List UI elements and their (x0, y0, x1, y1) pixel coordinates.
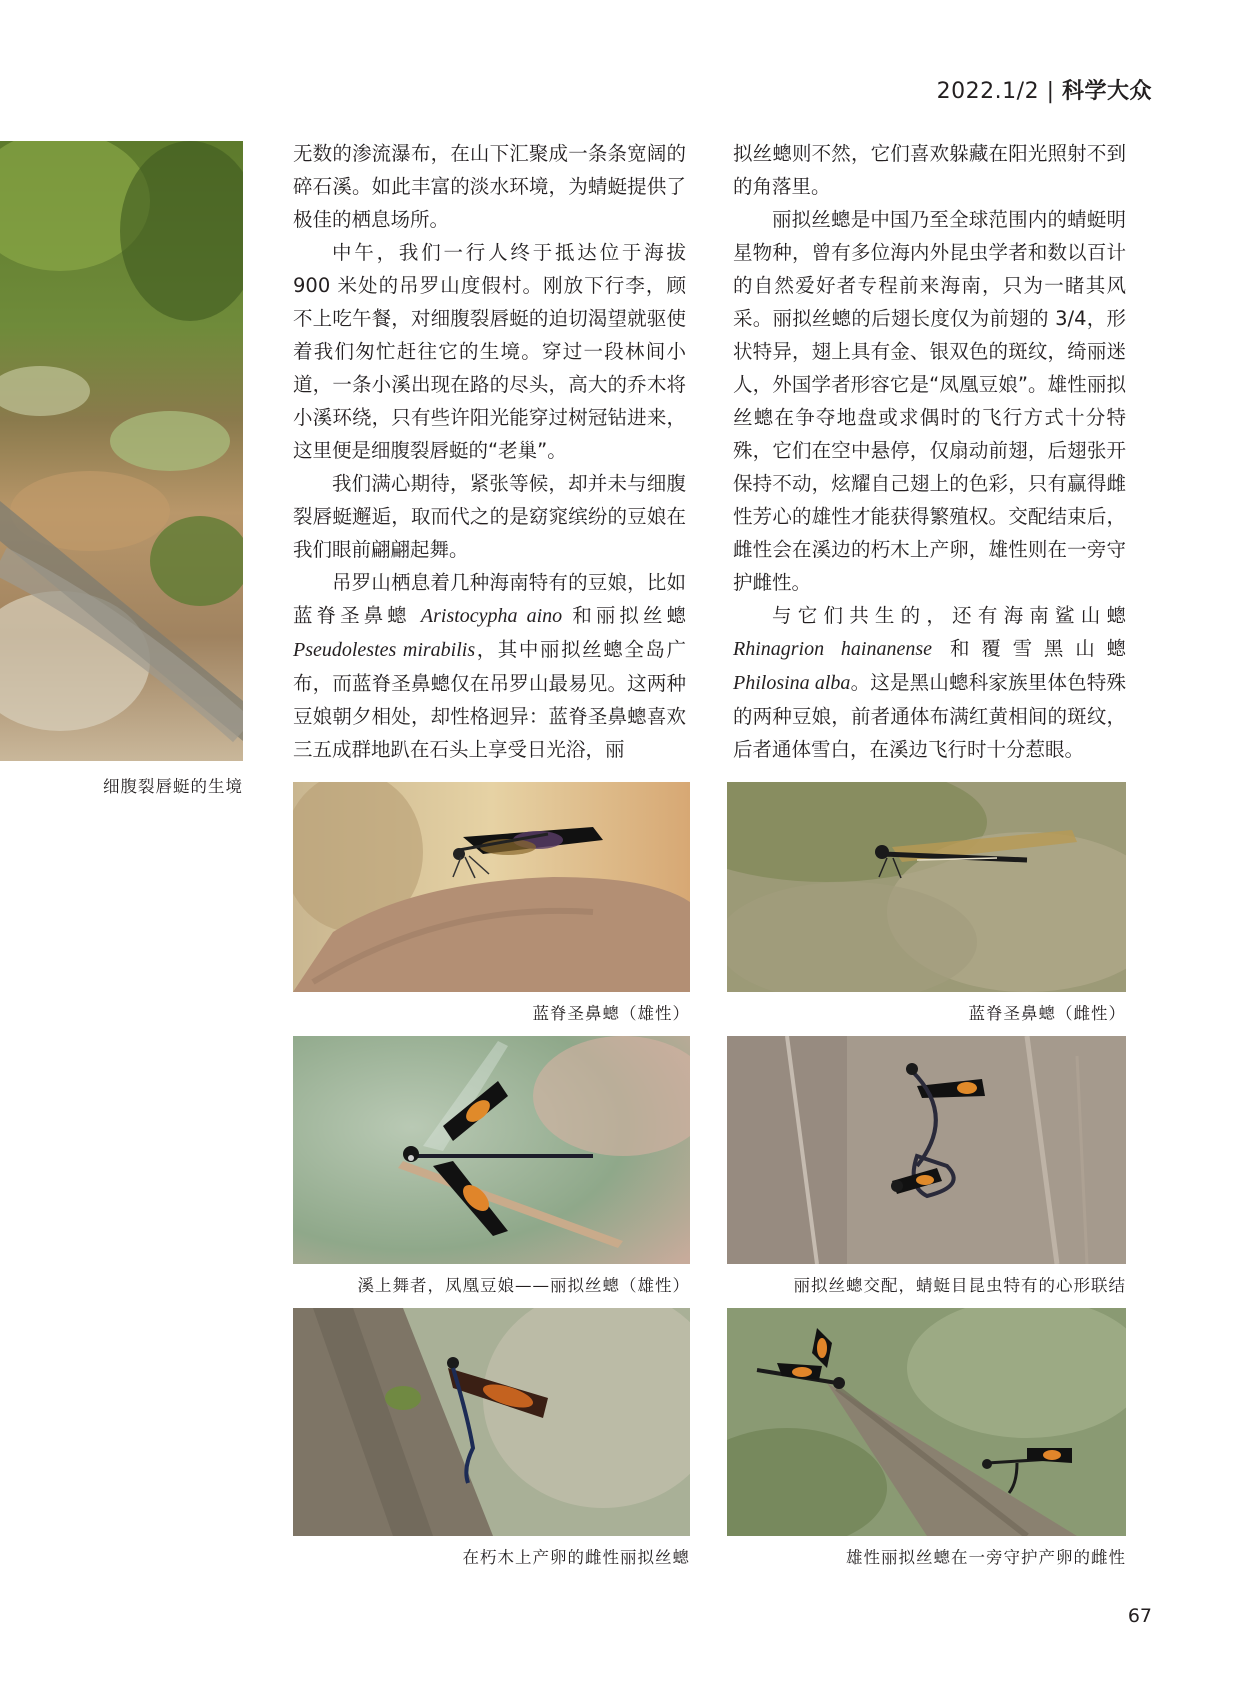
photo-aristocypha-female (727, 782, 1126, 992)
magazine-title: 科学大众 (1061, 78, 1152, 104)
paragraph: 中午，我们一行人终于抵达位于海拔 900 米处的吊罗山度假村。刚放下行李，顾不上吃午餐，对细腹裂唇蜓的迫切渴望就驱使着我们匆忙赶往它的生境。穿过一段林间小道，一条小溪出现在路的尽头，高大的乔木将小溪环绕，只有些许阳光能穿过树冠钻进来，这里便是细腹裂唇蜓的“老巢”。 (293, 241, 686, 462)
issue-date: 2022.1/2 (936, 79, 1040, 104)
body-column-right (733, 137, 1126, 766)
paragraph: 无数的渗流瀑布，在山下汇聚成一条条宽阔的碎石溪。如此丰富的淡水环境，为蜻蜓提供了极佳的栖息场所。 (293, 142, 686, 231)
scientific-name: Pseudolestes mirabilis (293, 639, 476, 661)
page-number: 67 (1127, 1605, 1152, 1627)
paragraph: 拟丝蟌则不然，它们喜欢躲藏在阳光照射不到的角落里。 (733, 142, 1126, 198)
photo-aristocypha-male (293, 782, 690, 992)
header-separator: | (1046, 79, 1055, 104)
caption-photo-5: 在朽木上产卵的雌性丽拟丝蟌 (462, 1548, 690, 1567)
caption-photo-6: 雄性丽拟丝蟌在一旁守护产卵的雌性 (846, 1548, 1126, 1567)
paragraph: 我们满心期待，紧张等候，却并未与细腹裂唇蜓邂逅，取而代之的是窈窕缤纷的豆娘在我们眼前翩翩起舞。 (293, 472, 686, 561)
body-column-left (293, 137, 686, 766)
issue-header (937, 74, 1152, 105)
photo-pseudolestes-ovipositing (293, 1308, 690, 1536)
photo-pseudolestes-mating (727, 1036, 1126, 1264)
paragraph: 丽拟丝蟌是中国乃至全球范围内的蜻蜓明星物种，曾有多位海内外昆虫学者和数以百计的自然爱好者专程前来海南，只为一睹其风采。丽拟丝蟌的后翅长度仅为前翅的 3/4，形状特异，翅上具有金、银双色的斑纹，绮丽迷人，外国学者形容它是“凤凰豆娘”。雄性丽拟丝蟌在争夺地盘或求偶时的飞行方式十分特殊，它们在空中悬停，仅扇动前翅，后翅张开保持不动，炫耀自己翅上的色彩，只有赢得雌性芳心的雄性才能获得繁殖权。交配结束后，雌性会在溪边的朽木上产卵，雄性则在一旁守护雌性。 (733, 208, 1126, 594)
scientific-name: Rhinagrion hainanense (733, 638, 933, 660)
scientific-name: Philosina alba (733, 672, 851, 694)
caption-photo-2: 蓝脊圣鼻蟌（雌性） (968, 1004, 1126, 1023)
scientific-name: Aristocypha aino (420, 605, 563, 627)
habitat-photo (0, 141, 243, 761)
paragraph: 与它们共生的，还有海南鲨山蟌 Rhinagrion hainanense 和覆雪黑山蟌 Philosina alba。这是黑山蟌科家族里体色特殊的两种豆娘，前者通体布满红黄相间的斑纹，后者通体雪白，在溪边飞行时十分惹眼。 (733, 604, 1126, 761)
photo-pseudolestes-male (293, 1036, 690, 1264)
paragraph: 吊罗山栖息着几种海南特有的豆娘，比如蓝脊圣鼻蟌 Aristocypha aino 和丽拟丝蟌 Pseudolestes mirabilis，其中丽拟丝蟌全岛广布，而蓝脊圣鼻蟌仅在吊罗山最易见。这两种豆娘朝夕相处，却性格迥异：蓝脊圣鼻蟌喜欢三五成群地趴在石头上享受日光浴，丽 (293, 571, 686, 761)
caption-photo-1: 蓝脊圣鼻蟌（雄性） (532, 1004, 690, 1023)
caption-photo-4: 丽拟丝蟌交配，蜻蜓目昆虫特有的心形联结 (793, 1276, 1126, 1295)
caption-photo-3: 溪上舞者，凤凰豆娘——丽拟丝蟌（雄性） (357, 1276, 690, 1295)
caption-habitat: 细腹裂唇蜓的生境 (103, 777, 243, 796)
photo-pseudolestes-guarding (727, 1308, 1126, 1536)
